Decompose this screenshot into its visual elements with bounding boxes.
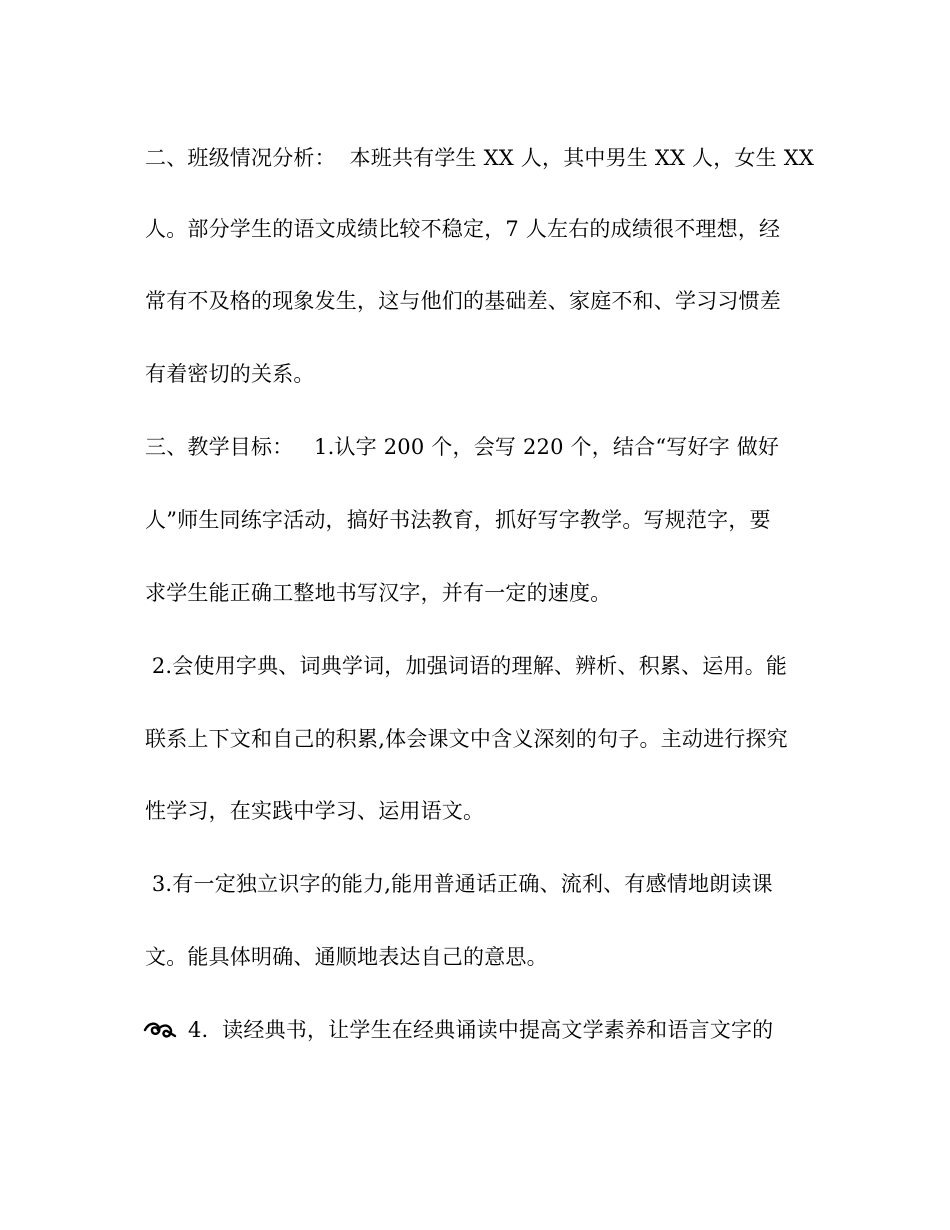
text-line-13: 4. 读经典书，让学生在经典诵读中提高文学素养和语言文字的 — [188, 1018, 774, 1042]
text-line-12: 文。能具体明确、通顺地表达自己的意思。 — [145, 945, 548, 969]
text-line-7: 求学生能正确工整地书写汉字，并有一定的速度。 — [145, 581, 612, 605]
text-line-5: 三、教学目标： 1.认字 200 个，会写 220 个，结合“写好字 做好 — [145, 435, 780, 459]
text-line-3: 常有不及格的现象发生，这与他们的基础差、家庭不和、学习习惯差 — [145, 289, 781, 313]
text-line-10: 性学习，在实践中学习、运用语文。 — [145, 799, 485, 823]
text-line-9: 联系上下文和自己的积累,体会课文中含义深刻的句子。主动进行探究 — [145, 727, 788, 751]
text-line-4: 有着密切的关系。 — [145, 362, 315, 386]
text-line-8: 2.会使用字典、词典学词，加强词语的理解、辨析、积累、运用。能 — [145, 654, 788, 678]
text-line-1: 二、班级情况分析： 本班共有学生 XX 人，其中男生 XX 人，女生 XX — [145, 146, 815, 170]
ornament-bullet-icon — [143, 1016, 177, 1044]
text-line-2: 人。部分学生的语文成绩比较不稳定，7 人左右的成绩很不理想，经 — [145, 217, 781, 241]
text-line-11: 3.有一定独立识字的能力,能用普通话正确、流利、有感情地朗读课 — [145, 872, 773, 896]
text-line-6: 人”师生同练字活动，搞好书法教育，抓好写字教学。写规范字，要 — [145, 508, 771, 532]
